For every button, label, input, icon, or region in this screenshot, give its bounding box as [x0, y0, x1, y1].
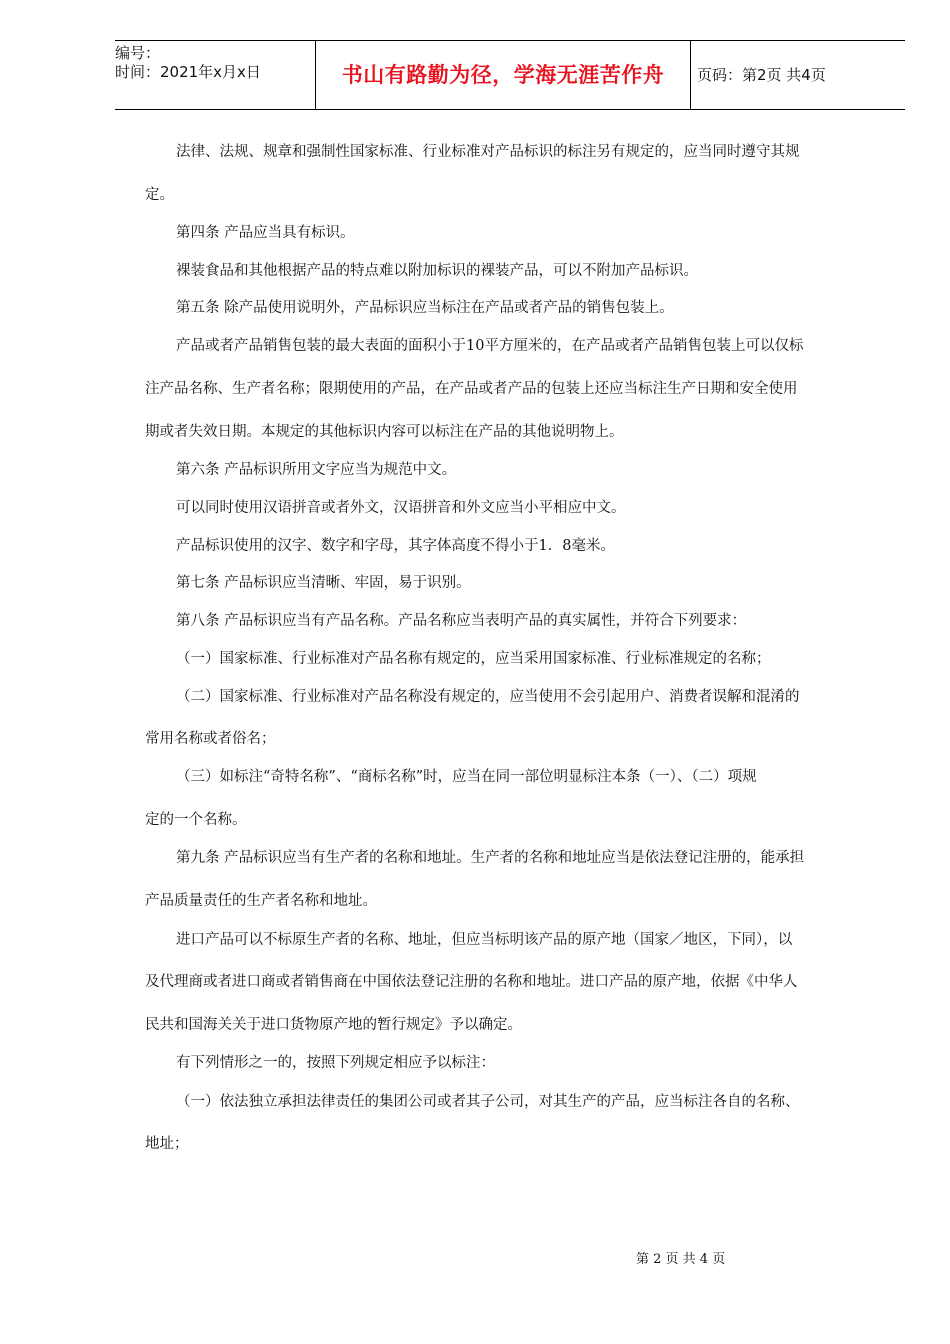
- text-line: 有下列情形之一的，按照下列规定相应予以标注：: [176, 1055, 495, 1071]
- text-line: 第六条 产品标识所用文字应当为规范中文。: [176, 462, 457, 478]
- text-line: 第五条 除产品使用说明外，产品标识应当标注在产品或者产品的销售包装上。: [176, 300, 674, 316]
- text-line: 产品或者产品销售包装的最大表面的面积小于10平方厘米的，在产品或者产品销售包装上可以仅标: [176, 338, 804, 354]
- text-line: （一）依法独立承担法律责任的集团公司或者其子公司，对其生产的产品，应当标注各自的名称、: [176, 1094, 800, 1110]
- text-line: （三）如标注“奇特名称”、“商标名称”时，应当在同一部位明显标注本条（一）、（二）项规: [176, 769, 757, 785]
- text-line: 第九条 产品标识应当有生产者的名称和地址。生产者的名称和地址应当是依法登记注册的，能承担: [176, 850, 805, 866]
- header-page-number: 页码：第2页 共4页: [697, 66, 826, 84]
- text-line: 第四条 产品应当具有标识。: [176, 225, 355, 241]
- text-line: 裸装食品和其他根据产品的特点难以附加标识的裸装产品，可以不附加产品标识。: [176, 263, 698, 279]
- header-meta: [115, 41, 315, 112]
- header-motto: 书山有路勤为径，学海无涯苦作舟: [315, 41, 691, 109]
- text-line: 定的一个名称。: [145, 812, 247, 828]
- text-line: 可以同时使用汉语拼音或者外文，汉语拼音和外文应当小平相应中文。: [176, 500, 626, 516]
- text-line: 民共和国海关关于进口货物原产地的暂行规定》予以确定。: [145, 1017, 522, 1033]
- text-line: 产品质量责任的生产者名称和地址。: [145, 893, 377, 909]
- text-line: （一）国家标准、行业标准对产品名称有规定的，应当采用国家标准、行业标准规定的名称；: [176, 651, 771, 667]
- document-number-label: 编号：: [115, 44, 161, 62]
- page-header: [115, 40, 905, 110]
- text-line: 第八条 产品标识应当有产品名称。产品名称应当表明产品的真实属性，并符合下列要求：: [176, 613, 747, 629]
- text-line: 期或者失效日期。本规定的其他标识内容可以标注在产品的其他说明物上。: [145, 424, 624, 440]
- text-line: 法律、法规、规章和强制性国家标准、行业标准对产品标识的标注另有规定的，应当同时遵守其规: [176, 144, 800, 160]
- text-line: 产品标识使用的汉字、数字和字母，其字体高度不得小于1．8毫米。: [176, 538, 615, 554]
- document-time-label: 时间：2021年x月x日: [115, 63, 261, 81]
- text-line: 地址；: [145, 1136, 189, 1152]
- text-line: 第七条 产品标识应当清晰、牢固，易于识别。: [176, 575, 471, 591]
- text-line: 及代理商或者进口商或者销售商在中国依法登记注册的名称和地址。进口产品的原产地，依据《中华人: [145, 974, 798, 990]
- text-line: 注产品名称、生产者名称；限期使用的产品，在产品或者产品的包装上还应当标注生产日期和安全使用: [145, 381, 798, 397]
- text-line: 进口产品可以不标原生产者的名称、地址，但应当标明该产品的原产地（国家／地区，下同），以: [176, 932, 793, 948]
- text-line: 常用名称或者俗名；: [145, 731, 276, 747]
- page-footer: 第 2 页 共 4 页: [636, 1252, 726, 1267]
- text-line: 定。: [145, 187, 174, 203]
- text-line: （二）国家标准、行业标准对产品名称没有规定的，应当使用不会引起用户、消费者误解和混淆的: [176, 689, 800, 705]
